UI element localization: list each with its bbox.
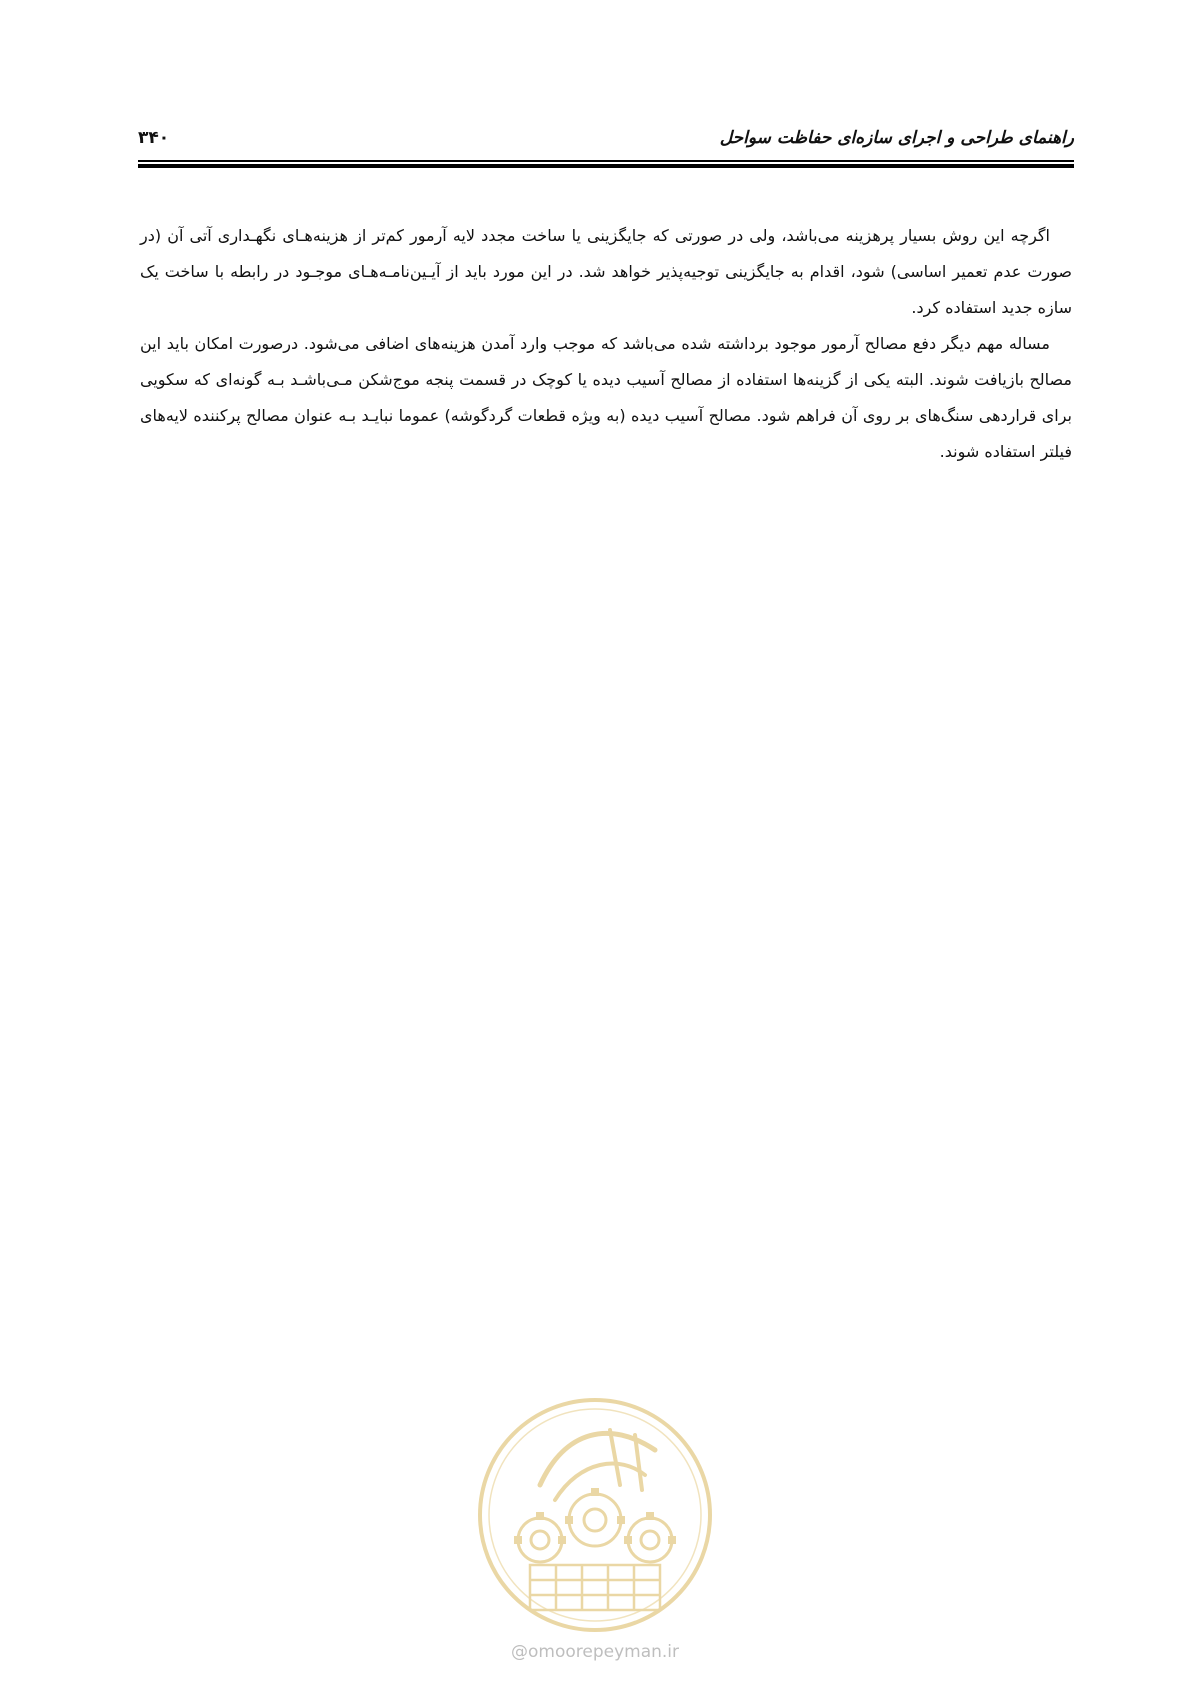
watermark-caption: @omoorepeyman.ir — [510, 1642, 680, 1662]
paragraph: مساله مهم دیگر دفع مصالح آرمور موجود برداشته شده می‌باشد که موجب وارد آمدن هزینه‌های اضافی می‌شود. درصورت امکان باید این مصالح بازیافت شوند. البته یکی از گزینه‌ها استفاده از مصالح آسیب دیده یا کوچک در قسمت پنجه موج‌شکن مـی‌باشـد بـه گونه‌ای که سکویی برای قراردهی سنگ‌های بر روی آن فراهم شود. مصالح آسیب دیده (به ویژه قطعات گردگوشه) عموما نبایـد بـه عنوان مصالح پرکننده لایه‌های فیلتر استفاده شوند. — [140, 334, 1072, 461]
header-rule-thick — [138, 164, 1074, 168]
paragraph: اگرچه این روش بسیار پرهزینه می‌باشد، ولی در صورتی که جایگزینی یا ساخت مجدد لایه آرمور کم‌تر از هزینه‌هـای نگهـداری آتی آن (در صورت عدم تعمیر اساسی) شود، اقدام به جایگزینی توجیه‌پذیر خواهد شد. در این مورد باید از آیـین‌نامـه‌هـای موجـود در رابطه با ساخت یک سازه جدید استفاده کرد. — [140, 226, 1072, 317]
page-header — [138, 118, 1074, 166]
header-rule-thin — [138, 160, 1074, 162]
running-title: راهنمای طراحی و اجرای سازه‌ای حفاظت سواحل — [719, 128, 1074, 148]
page-number: ۳۴۰ — [138, 128, 170, 148]
body-text — [140, 218, 1072, 470]
omoorepeyman-seal-icon — [470, 1390, 720, 1640]
watermark — [470, 1390, 720, 1670]
